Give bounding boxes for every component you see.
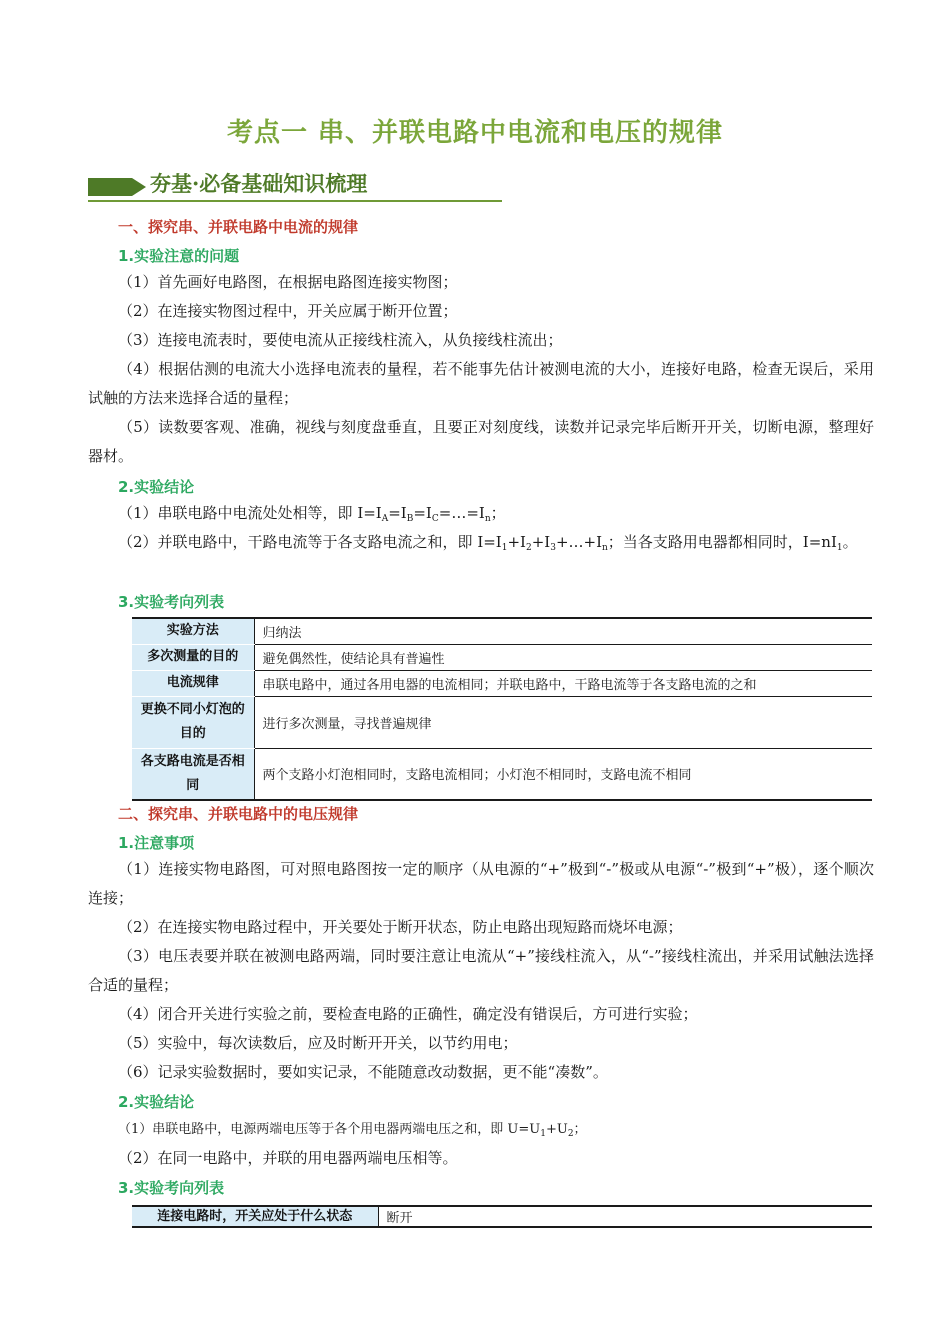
table-key: 各支路电流是否相同 <box>132 748 254 800</box>
banner-bar-icon <box>88 178 132 196</box>
table-key: 实验方法 <box>132 618 254 644</box>
table-value: 两个支路小灯泡相同时，支路电流相同；小灯泡不相同时，支路电流不相同 <box>254 748 872 800</box>
page-title: 考点一 串、并联电路中电流和电压的规律 <box>226 118 724 148</box>
table-value: 串联电路中，通过各用电器的电流相同；并联电路中，干路电流等于各支路电流的之和 <box>254 670 872 696</box>
table-key: 电流规律 <box>132 670 254 696</box>
table-value: 归纳法 <box>254 618 872 644</box>
table-value: 进行多次测量，寻找普遍规律 <box>254 696 872 748</box>
s1-note-4: （4）根据估测的电流大小选择电流表的量程，若不能事先估计被测电流的大小，连接好电路，检查无误后，采用试触的方法来选择合适的量程； <box>88 360 874 407</box>
table-key: 连接电路时，开关应处于什么状态 <box>132 1206 378 1227</box>
s2-conclusion-2: （2）在同一电路中，并联的用电器两端电压相等。 <box>118 1149 458 1167</box>
banner-title: 夯基·必备基础知识梳理 <box>150 171 368 196</box>
section-2-sub-3: 3.实验考向列表 <box>118 1179 225 1197</box>
s2-note-4: （4）闭合开关进行实验之前，要检查电路的正确性，确定没有错误后，方可进行实验； <box>118 1005 698 1023</box>
table-row <box>132 670 872 696</box>
section-1-sub-3: 3.实验考向列表 <box>118 593 225 611</box>
s2-note-1: （1）连接实物电路图，可对照电路图按一定的顺序（从电源的“+”极到“-”极或从电源“-”极到“+”极），逐个顺次连接； <box>88 860 874 907</box>
s2-exam-table <box>132 1205 872 1228</box>
section-1-sub-1: 1.实验注意的问题 <box>118 247 240 265</box>
table-value: 避免偶然性，使结论具有普遍性 <box>254 644 872 670</box>
s1-exam-table <box>132 617 872 801</box>
s1-conclusion-2: （2）并联电路中，干路电流等于各支路电流之和，即 $I=I_1+I_2+I_3+\dots+I_n$；当各支路用电器都相同时，$I=nI_1$。 <box>118 533 858 553</box>
s2-note-5: （5）实验中，每次读数后，应及时断开开关，以节约用电； <box>118 1034 518 1052</box>
table-row <box>132 618 872 644</box>
s1-note-5: （5）读数要客观、准确，视线与刻度盘垂直，且要正对刻度线，读数并记录完毕后断开开关，切断电源，整理好器材。 <box>88 418 874 465</box>
section-2-sub-1: 1.注意事项 <box>118 834 195 852</box>
section-1-heading: 一、探究串、并联电路中电流的规律 <box>118 218 359 236</box>
section-2-heading: 二、探究串、并联电路中的电压规律 <box>118 805 359 823</box>
s2-note-2: （2）在连接实物电路过程中，开关要处于断开状态，防止电路出现短路而烧坏电源； <box>118 918 683 936</box>
s1-note-2: （2）在连接实物图过程中，开关应属于断开位置； <box>118 302 458 320</box>
table-row <box>132 748 872 800</box>
s1-note-1: （1）首先画好电路图，在根据电路图连接实物图； <box>118 273 458 291</box>
table-row <box>132 1206 872 1227</box>
s1-note-3: （3）连接电流表时，要使电流从正接线柱流入，从负接线柱流出； <box>118 331 563 349</box>
banner-arrow-icon <box>132 178 146 196</box>
s1-conclusion-1: （1）串联电路中电流处处相等，即 $I=I_A=I_B=I_C=\dots=I_n$； <box>118 504 506 524</box>
s2-note-3: （3）电压表要并联在被测电路两端，同时要注意让电流从“+”接线柱流入，从“-”接线柱流出，并采用试触法选择合适的量程； <box>88 947 874 994</box>
section-banner <box>88 168 502 202</box>
table-value: 断开 <box>378 1206 872 1227</box>
table-key: 更换不同小灯泡的目的 <box>132 696 254 748</box>
s2-conclusion-1: （1）串联电路中，电源两端电压等于各个用电器两端电压之和，即 $U=U_1+U_2$； <box>118 1122 587 1139</box>
table-row <box>132 644 872 670</box>
section-1-sub-2: 2.实验结论 <box>118 478 195 496</box>
s2-note-6: （6）记录实验数据时，要如实记录，不能随意改动数据，更不能“凑数”。 <box>118 1063 608 1081</box>
table-row <box>132 696 872 748</box>
table-key: 多次测量的目的 <box>132 644 254 670</box>
section-2-sub-2: 2.实验结论 <box>118 1093 195 1111</box>
banner-underline <box>88 200 502 202</box>
